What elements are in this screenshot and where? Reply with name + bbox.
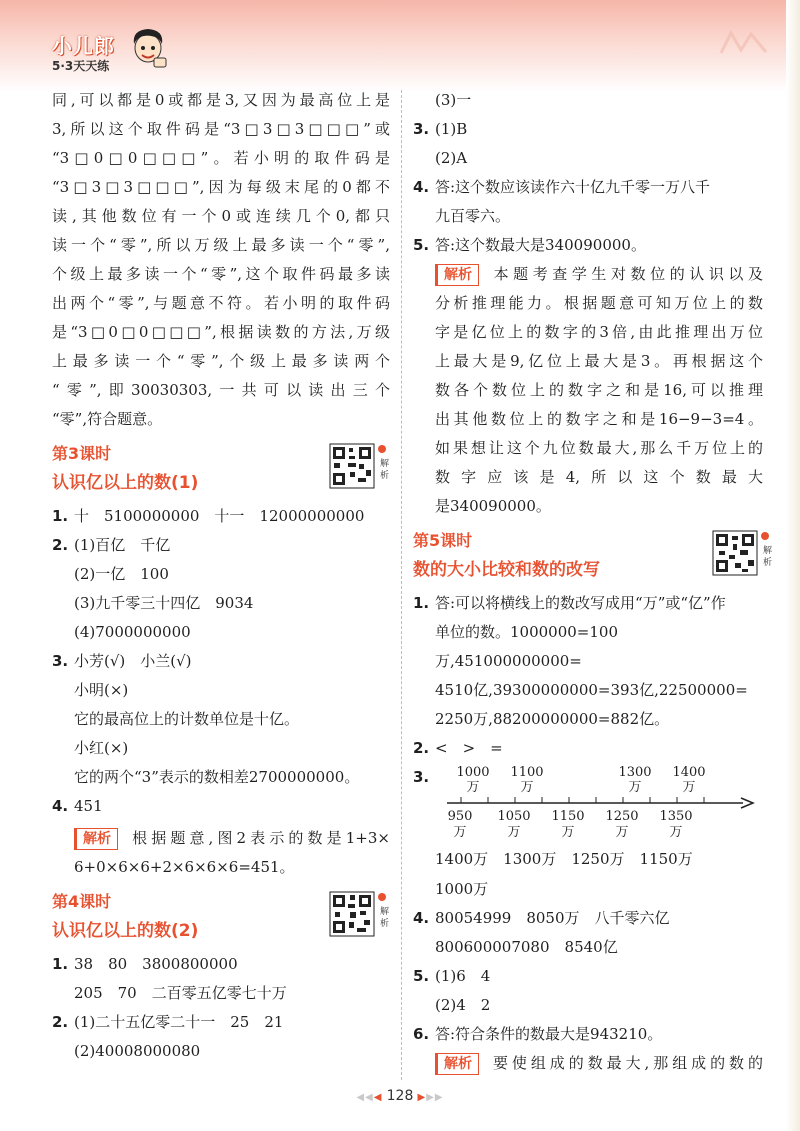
right-column [413, 86, 773, 1078]
unit-label: 万 [561, 825, 575, 840]
answer-text: 451 [74, 797, 103, 815]
question-number: 2. [52, 1013, 69, 1031]
question-number: 5. [413, 236, 430, 254]
text-line: 读,其他数位有一个0或连续几个0,都只 [52, 207, 390, 225]
explanation-text: 本题考查学生对数位的认识以及 [489, 265, 763, 283]
corner-decoration-icon [716, 28, 776, 58]
explanation-text: 数各个数位上的数字之和是16,可以推理 [435, 381, 763, 399]
page-number [355, 1088, 445, 1104]
tick-label: 950 [447, 809, 473, 824]
answer-item [413, 144, 763, 173]
qr-code-icon[interactable] [328, 890, 388, 940]
explanation [413, 260, 763, 521]
mascot-icon [128, 26, 168, 70]
question-number: 1. [413, 594, 430, 612]
text-line: 同,可以都是0或都是3,又因为最高位上是 [52, 91, 390, 109]
answer-item [413, 734, 763, 763]
answer-text: (1)6 4 [435, 967, 491, 985]
tick-label: 1250 [605, 809, 639, 824]
answer-text: 它的两个“3”表示的数相差2700000000。 [74, 768, 360, 786]
header-band [0, 0, 800, 92]
explanation-text: 是340090000。 [435, 497, 551, 515]
unit-label: 万 [628, 780, 642, 795]
qr-label: 解 [763, 546, 773, 556]
lesson-title: 数的大小比较和数的改写 [413, 560, 600, 580]
explanation-text: 上最大是9,亿位上最大是3。再根据这个 [435, 352, 763, 370]
text-line: “3□3□3□□□”,因为每级末尾的0都不 [52, 178, 390, 196]
answer-item [413, 86, 763, 115]
explanation-text: 数字应该是4,所以这个数最大 [435, 468, 763, 486]
question-number: 2. [52, 536, 69, 554]
question-number: 3. [52, 652, 69, 670]
answer-item [52, 647, 390, 676]
brand-name: 小儿郎 [52, 34, 115, 58]
explanation-text: 出其他数位上的数字之和是16−9−3=4。 [435, 410, 763, 428]
answer-text: 4510亿,39300000000=393亿,22500000= [435, 681, 748, 699]
answer-item [52, 1008, 390, 1037]
brand-series: 5·3天天练 [52, 59, 110, 73]
answer-text: (2)一亿 100 [74, 565, 169, 583]
answer-item [413, 231, 763, 260]
answer-text: 答:可以将横线上的数改写成用“万”或“亿”作 [435, 594, 726, 612]
text-line: “零”,符合题意。 [52, 410, 163, 428]
qr-label: 解 [380, 459, 390, 469]
question-number: 1. [52, 955, 69, 973]
answer-item [52, 792, 390, 821]
question-number: 6. [413, 1025, 430, 1043]
text-line: 是“3□0□0□□□”,根据读数的方法,万级 [52, 323, 390, 341]
answer-text: 1000万 [435, 880, 489, 898]
lesson3-header [52, 440, 390, 502]
answer-text: 80054999 8050万 八千零六亿 [435, 909, 670, 927]
explanation-text: 分析推理能力。根据题意可知万位上的数 [435, 294, 763, 312]
qr-label: 析 [763, 558, 773, 568]
tick-label: 1150 [551, 809, 585, 824]
answer-item [413, 173, 763, 202]
answer-text: (2)4 2 [435, 996, 491, 1014]
answer-text: (1)B [435, 120, 468, 138]
prev-arrow-icon: ◀ [373, 1092, 387, 1103]
lesson-title: 认识亿以上的数(2) [52, 921, 199, 941]
text-line: “零”,即30030303,一共可以读出三个 [52, 381, 390, 399]
answer-text: 205 70 二百零五亿零七十万 [74, 984, 287, 1002]
answer-continuation [52, 86, 390, 434]
answer-text: 它的最高位上的计数单位是十亿。 [74, 710, 300, 728]
unit-label: 万 [682, 780, 696, 795]
tick-label: 1300 [618, 765, 652, 780]
next-arrow-icon: ▶ [413, 1092, 427, 1103]
lesson-label: 第3课时 [52, 444, 112, 463]
answer-text: (1)百亿 千亿 [74, 536, 171, 554]
brand-logo [52, 30, 115, 74]
question-number: 4. [413, 178, 430, 196]
unit-label: 万 [507, 825, 521, 840]
left-column [52, 86, 390, 1066]
column-divider [401, 90, 402, 1080]
question-number: 4. [52, 797, 69, 815]
jiexi-badge: 解析 [435, 1053, 479, 1075]
answer-item [413, 115, 763, 144]
question-number: 3. [413, 768, 430, 786]
answer-text: (2)40008000080 [74, 1042, 201, 1060]
answer-text: (2)A [435, 149, 468, 167]
text-line: 个级上最多读一个“零”,这个取件码最多读 [52, 265, 390, 283]
text-line: 读一个“零”,所以万级上最多读一个“零”, [52, 236, 390, 254]
unit-label: 万 [615, 825, 629, 840]
unit-label: 万 [669, 825, 683, 840]
tick-label: 1100 [510, 765, 544, 780]
unit-label: 万 [453, 825, 467, 840]
answer-text: 九百零六。 [435, 207, 511, 225]
lesson-title: 认识亿以上的数(1) [52, 473, 199, 493]
explanation [413, 1049, 763, 1078]
explanation-text: 如果想让这个九位数最大,那么千万位上的 [435, 439, 763, 457]
lesson5-header [413, 527, 773, 589]
question-number: 4. [413, 909, 430, 927]
answer-text: 1400万 1300万 1250万 1150万 [435, 850, 693, 868]
prev-arrows-icon: ◀◀ [356, 1092, 374, 1103]
page-number-text: 128 [386, 1088, 414, 1104]
answer-text: 800600007080 8540亿 [435, 938, 618, 956]
answer-text: 2250万,88200000000=882亿。 [435, 710, 670, 728]
qr-label: 析 [380, 919, 390, 929]
answer-item [413, 589, 763, 618]
tick-label: 1000 [456, 765, 490, 780]
page-edge [786, 0, 800, 1131]
explanation [52, 824, 390, 882]
question-number: 3. [413, 120, 430, 138]
question-number: 2. [413, 739, 430, 757]
answer-text: 小红(×) [74, 739, 129, 757]
jiexi-badge: 解析 [435, 264, 479, 286]
unit-label: 万 [520, 780, 534, 795]
answer-text: 38 80 3800800000 [74, 955, 238, 973]
answer-item [52, 531, 390, 560]
jiexi-badge: 解析 [74, 828, 118, 850]
unit-label: 万 [466, 780, 480, 795]
qr-code-icon[interactable] [711, 529, 771, 579]
answer-text: 十 5100000000 十一 12000000000 [74, 507, 365, 525]
answer-text: 答:这个数最大是340090000。 [435, 236, 646, 254]
answer-text: (1)二十五亿零二十一 25 21 [74, 1013, 284, 1031]
answer-text: < > = [435, 739, 503, 757]
explanation-text: 要使组成的数最大,那组成的数的 [489, 1054, 763, 1072]
lesson-label: 第4课时 [52, 892, 112, 911]
tick-label: 1050 [497, 809, 531, 824]
tick-label: 1350 [659, 809, 693, 824]
text-line: 上最多读一个“零”,个级上最多读两个 [52, 352, 390, 370]
answer-text: 答:这个数应该读作六十亿九千零一万八千 [435, 178, 711, 196]
answer-text: 小芳(√) 小兰(√) [74, 652, 192, 670]
qr-label: 解 [380, 907, 390, 917]
answer-text: (3)一 [435, 91, 472, 109]
answer-item [52, 502, 390, 531]
answer-text: (4)7000000000 [74, 623, 191, 641]
answer-text: 答:符合条件的数最大是943210。 [435, 1025, 663, 1043]
number-line-figure [413, 763, 763, 875]
question-number: 5. [413, 967, 430, 985]
answer-item [52, 950, 390, 979]
text-line: 3,所以这个取件码是“3□3□3□□□”或 [52, 120, 390, 138]
lesson-label: 第5课时 [413, 531, 473, 550]
answer-item [413, 1020, 763, 1049]
answer-text: 小明(×) [74, 681, 129, 699]
answer-text: 单位的数。1000000=100万,451000000000= [435, 623, 619, 670]
text-line: “3□0□0□□□”。若小明的取件码是 [52, 149, 390, 167]
answer-item [413, 962, 763, 991]
qr-label: 析 [380, 471, 390, 481]
answer-text: (3)九千零三十四亿 9034 [74, 594, 254, 612]
qr-code-icon[interactable] [328, 442, 388, 492]
tick-label: 1400 [672, 765, 706, 780]
explanation-text: 字是亿位上的数字的3倍,由此推理出万位 [435, 323, 763, 341]
answer-item [413, 904, 763, 933]
next-arrows-icon: ▶▶ [426, 1092, 444, 1103]
explanation-text: 6+0×6×6+2×6×6×6=451。 [74, 858, 295, 876]
lesson4-header [52, 888, 390, 950]
question-number: 1. [52, 507, 69, 525]
text-line: 出两个“零”,与题意不符。若小明的取件码 [52, 294, 390, 312]
explanation-text: 根据题意,图2表示的数是1+3× [128, 829, 390, 847]
